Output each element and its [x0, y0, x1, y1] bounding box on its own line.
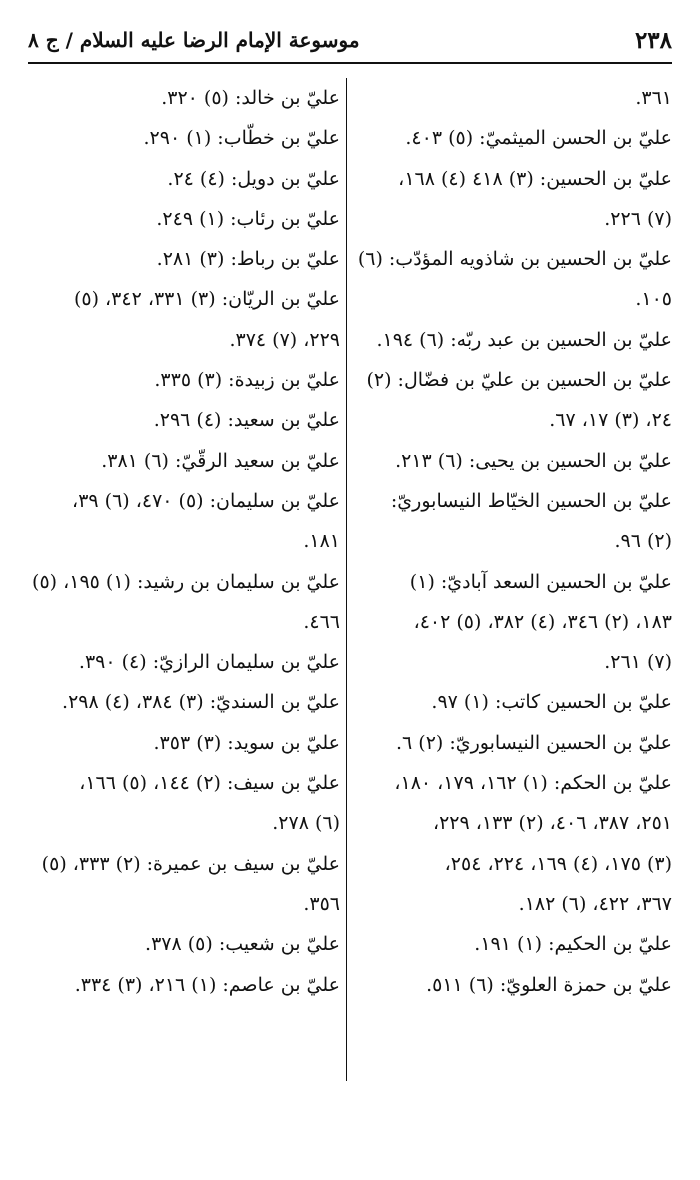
index-entry-line: عليّ بن الحسن الميثميّ: (٥) ٤٠٣.: [405, 127, 672, 150]
index-entry-line: عليّ بن سعيد: (٤) ٢٩٦.: [153, 409, 340, 432]
index-column-right: [357, 78, 672, 1005]
index-entry-line: ٣٦١.: [635, 87, 672, 109]
index-entry-line: ٣٥٦.: [303, 892, 340, 915]
index-entry-line: عليّ بن سويد: (٣) ٣٥٣.: [153, 731, 340, 754]
index-entry-line: عليّ بن سليمان: (٥) ٤٧٠، (٦) ٣٩،: [72, 489, 340, 512]
index-entry-line: عليّ بن حمزة العلويّ: (٦) ٥١١.: [426, 973, 672, 996]
page-number: ٢٣٨: [634, 26, 672, 54]
index-columns: [28, 78, 672, 1088]
index-column-left: [28, 78, 340, 1005]
index-entry-line: عليّ بن الحسين الخيّاط النيسابوريّ:: [390, 489, 672, 512]
index-entry-line: عليّ بن خطّاب: (١) ٢٩٠.: [143, 127, 340, 150]
column-divider: [346, 78, 347, 1081]
index-entry-line: ٢٤، (٣) ١٧، ٦٧.: [549, 409, 672, 432]
index-entry-line: ٤٦٦.: [303, 610, 340, 633]
index-entry-line: (٣) ١٧٥، (٤) ١٦٩، ٢٢٤، ٢٥٤،: [444, 852, 672, 875]
index-entry-line: عليّ بن الحسين بن عبد ربّه: (٦) ١٩٤.: [376, 328, 672, 351]
index-entry-line: (٧) ٢٢٦.: [604, 207, 672, 230]
index-entry-line: عليّ بن سيف: (٢) ١٤٤، (٥) ١٦٦،: [79, 772, 340, 795]
index-entry-line: عليّ بن رئاب: (١) ٢٤٩.: [156, 207, 340, 230]
index-entry-line: ٢٥١، ٣٨٧، ٤٠٦، (٢) ١٣٣، ٢٢٩،: [432, 812, 672, 835]
index-entry-line: عليّ بن سليمان بن رشيد: (١) ١٩٥، (٥): [32, 570, 340, 593]
index-entry-line: عليّ بن الحسين: (٣) ٤١٨ (٤) ١٦٨،: [398, 167, 672, 190]
index-entry-line: عليّ بن السنديّ: (٣) ٣٨٤، (٤) ٢٩٨.: [62, 691, 340, 714]
index-entry-line: عليّ بن رباط: (٣) ٢٨١.: [156, 248, 340, 271]
index-entry-line: ١٨٣، (٢) ٣٤٦، (٤) ٣٨٢، (٥) ٤٠٢،: [413, 610, 672, 633]
index-entry-line: عليّ بن دويل: (٤) ٢٤.: [167, 167, 340, 190]
index-entry-line: عليّ بن خالد: (٥) ٣٢٠.: [161, 87, 340, 109]
index-entry-line: عليّ بن سليمان الرازيّ: (٤) ٣٩٠.: [78, 651, 340, 674]
index-entry-line: عليّ بن شعيب: (٥) ٣٧٨.: [145, 933, 340, 956]
index-entry-line: (٧) ٢٦١.: [604, 651, 672, 674]
index-entry-line: عليّ بن زبيدة: (٣) ٣٣٥.: [154, 369, 340, 392]
index-entry-line: عليّ بن الحسين السعد آباديّ: (١): [409, 570, 672, 593]
index-entry-line: عليّ بن الحسين النيسابوريّ: (٢) ٦.: [395, 731, 672, 754]
page-header: [28, 18, 672, 64]
index-entry-line: عليّ بن الحسين كاتب: (١) ٩٧.: [431, 691, 672, 714]
index-entry-line: عليّ بن الحكم: (١) ١٦٢، ١٧٩، ١٨٠،: [394, 772, 672, 795]
index-entry-line: ٣٦٧، ٤٢٢، (٦) ١٨٢.: [518, 892, 672, 915]
index-entry-line: عليّ بن الريّان: (٣) ٣٣١، ٣٤٢، (٥): [73, 288, 340, 311]
index-entry-line: (٦) ٢٧٨.: [272, 812, 340, 835]
index-entry-line: عليّ بن عاصم: (١) ٢١٦، (٣) ٣٣٤.: [74, 973, 340, 996]
index-entry-line: عليّ بن الحكيم: (١) ١٩١.: [474, 933, 672, 956]
index-entry-line: ١٨١.: [303, 530, 340, 553]
index-entry-line: عليّ بن الحسين بن يحيى: (٦) ٢١٣.: [395, 449, 672, 472]
index-entry-line: عليّ بن الحسين بن عليّ بن فضّال: (٢): [366, 369, 672, 392]
index-entry-line: (٢) ٩٦.: [614, 530, 672, 553]
index-entry-line: عليّ بن سعيد الرقّيّ: (٦) ٣٨١.: [101, 449, 340, 472]
index-entry-line: ٢٢٩، (٧) ٣٧٤.: [229, 328, 340, 351]
running-title: موسوعة الإمام الرضا عليه السلام / ج ٨: [28, 28, 360, 52]
index-entry-line: عليّ بن الحسين بن شاذويه المؤدّب: (٦): [357, 248, 672, 271]
index-entry-line: ١٠٥.: [635, 288, 672, 311]
index-entry-line: عليّ بن سيف بن عميرة: (٢) ٣٣٣، (٥): [41, 852, 340, 875]
